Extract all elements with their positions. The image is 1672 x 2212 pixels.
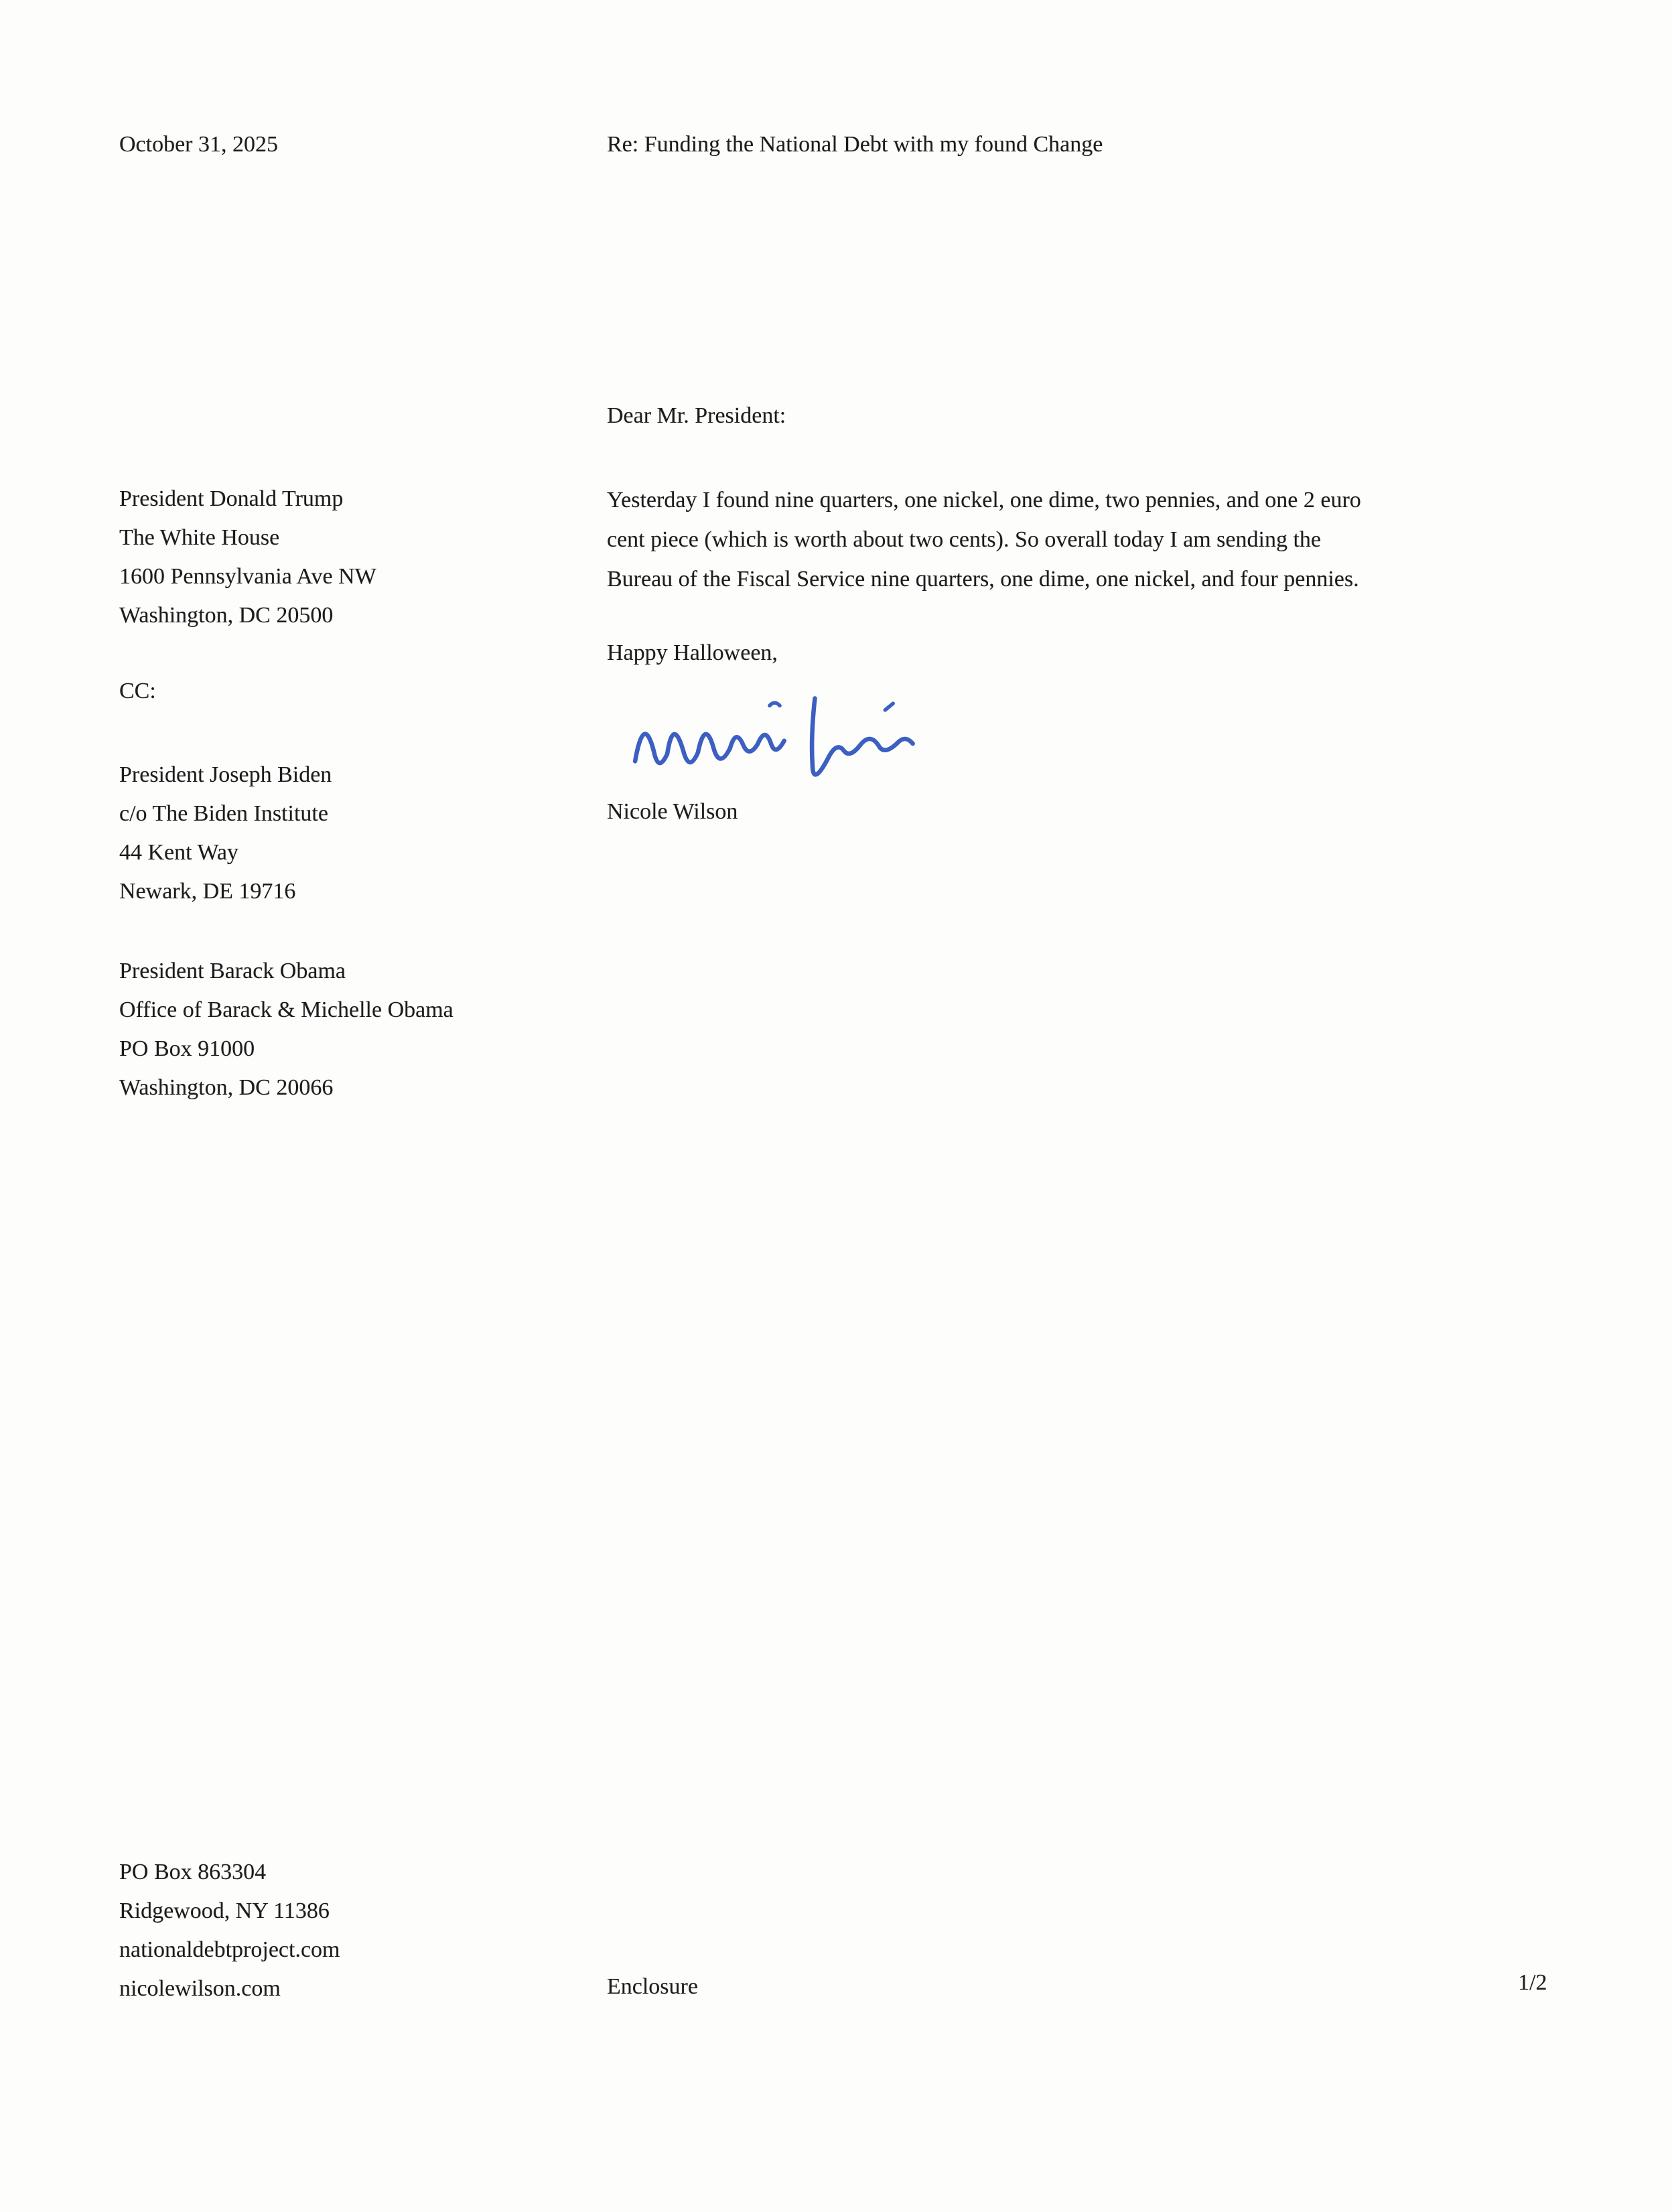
address-line: Office of Barack & Michelle Obama [119,997,454,1022]
letter-subject: Re: Funding the National Debt with my found Change [607,132,1103,157]
cc-address-biden [119,756,332,911]
address-line: Washington, DC 20066 [119,1075,334,1100]
address-line: PO Box 91000 [119,1036,255,1061]
signer-name: Nicole Wilson [607,799,738,824]
address-line: The White House [119,525,280,550]
cc-address-obama [119,952,454,1107]
address-line: President Donald Trump [119,486,344,511]
page-number: 1/2 [1518,1970,1547,1995]
address-line: Washington, DC 20500 [119,603,334,628]
address-line: c/o The Biden Institute [119,801,328,826]
address-line: President Joseph Biden [119,762,332,787]
letter-date: October 31, 2025 [119,132,279,157]
sender-address-line: nicolewilson.com [119,1976,281,2001]
sender-address-line: PO Box 863304 [119,1860,267,1884]
sender-address-line: nationaldebtproject.com [119,1937,340,1962]
body-paragraph [607,480,1572,599]
handwritten-signature [626,673,948,804]
paragraph-line: Yesterday I found nine quarters, one nickel, one dime, two pennies, and one 2 euro [607,488,1361,512]
salutation: Dear Mr. President: [607,403,786,428]
address-line: 44 Kent Way [119,840,238,865]
address-line: 1600 Pennsylvania Ave NW [119,564,376,589]
recipient-address-trump [119,480,376,635]
paragraph-line: Bureau of the Fiscal Service nine quarters, one dime, one nickel, and four pennies. [607,567,1359,592]
paragraph-line: cent piece (which is worth about two cents). So overall today I am sending the [607,527,1321,552]
sender-address-line: Ridgewood, NY 11386 [119,1898,330,1923]
closing-line: Happy Halloween, [607,640,778,665]
enclosure-note: Enclosure [607,1974,698,1999]
sender-address-block [119,1853,340,2008]
address-line: President Barack Obama [119,959,346,983]
cc-label: CC: [119,679,156,703]
address-line: Newark, DE 19716 [119,879,296,904]
